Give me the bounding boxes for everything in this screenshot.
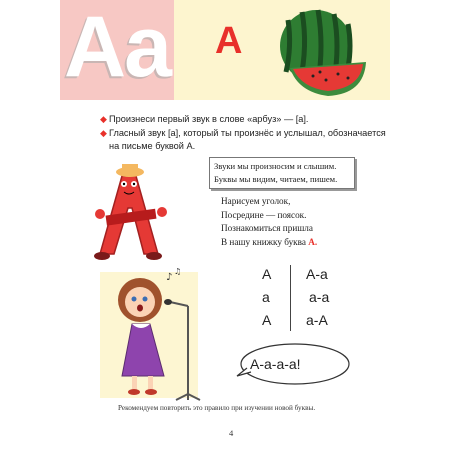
letter-cell: А xyxy=(262,312,272,328)
speech-text: А-а-а-а! xyxy=(250,356,301,372)
letter-cell: А-а xyxy=(306,266,328,282)
svg-text:♪: ♪ xyxy=(166,272,173,283)
bullet-icon: ◆ xyxy=(100,114,107,124)
bullet-item xyxy=(100,127,390,153)
bullet-item xyxy=(100,113,390,126)
svg-text:♫: ♫ xyxy=(174,267,182,276)
bullet-list xyxy=(100,113,390,154)
letter-cell: А xyxy=(262,266,272,282)
poem-red-letter: А. xyxy=(308,236,318,247)
poem-line-prefix: В нашу книжку буква xyxy=(221,236,309,247)
page-number: 4 xyxy=(229,428,234,438)
big-letters-aa: Aa xyxy=(64,0,170,95)
poem-line: Познакомиться пришла xyxy=(221,223,313,233)
red-letter-a: A xyxy=(215,20,243,62)
info-box xyxy=(209,157,355,189)
poem-line xyxy=(221,236,317,250)
info-line: Звуки мы произносим и слышим. xyxy=(214,161,337,171)
letter-cell: а-а xyxy=(309,289,330,305)
watermelon-icon xyxy=(268,8,368,98)
poem-line: Посредине — поясок. xyxy=(221,209,307,220)
bullet-icon: ◆ xyxy=(100,128,107,138)
info-line: Буквы мы видим, читаем, пишем. xyxy=(214,174,338,184)
poem-line: Нарисуем уголок, xyxy=(221,196,291,206)
bullet-text: Гласный звук [а], который ты произнёс и услышал, обозначается на письме буквой А. xyxy=(109,128,386,151)
letter-cell: а-А xyxy=(306,312,328,328)
letter-cell: а xyxy=(262,289,270,305)
poem xyxy=(221,195,317,249)
singing-girl-icon xyxy=(108,266,208,402)
footnote: Рекомендуем повторить это правило при изучении новой буквы. xyxy=(118,404,316,412)
bullet-text: Произнеси первый звук в слове «арбуз» — [а]. xyxy=(109,114,309,124)
letter-table-divider xyxy=(290,265,291,331)
letter-a-character-icon xyxy=(92,162,174,262)
